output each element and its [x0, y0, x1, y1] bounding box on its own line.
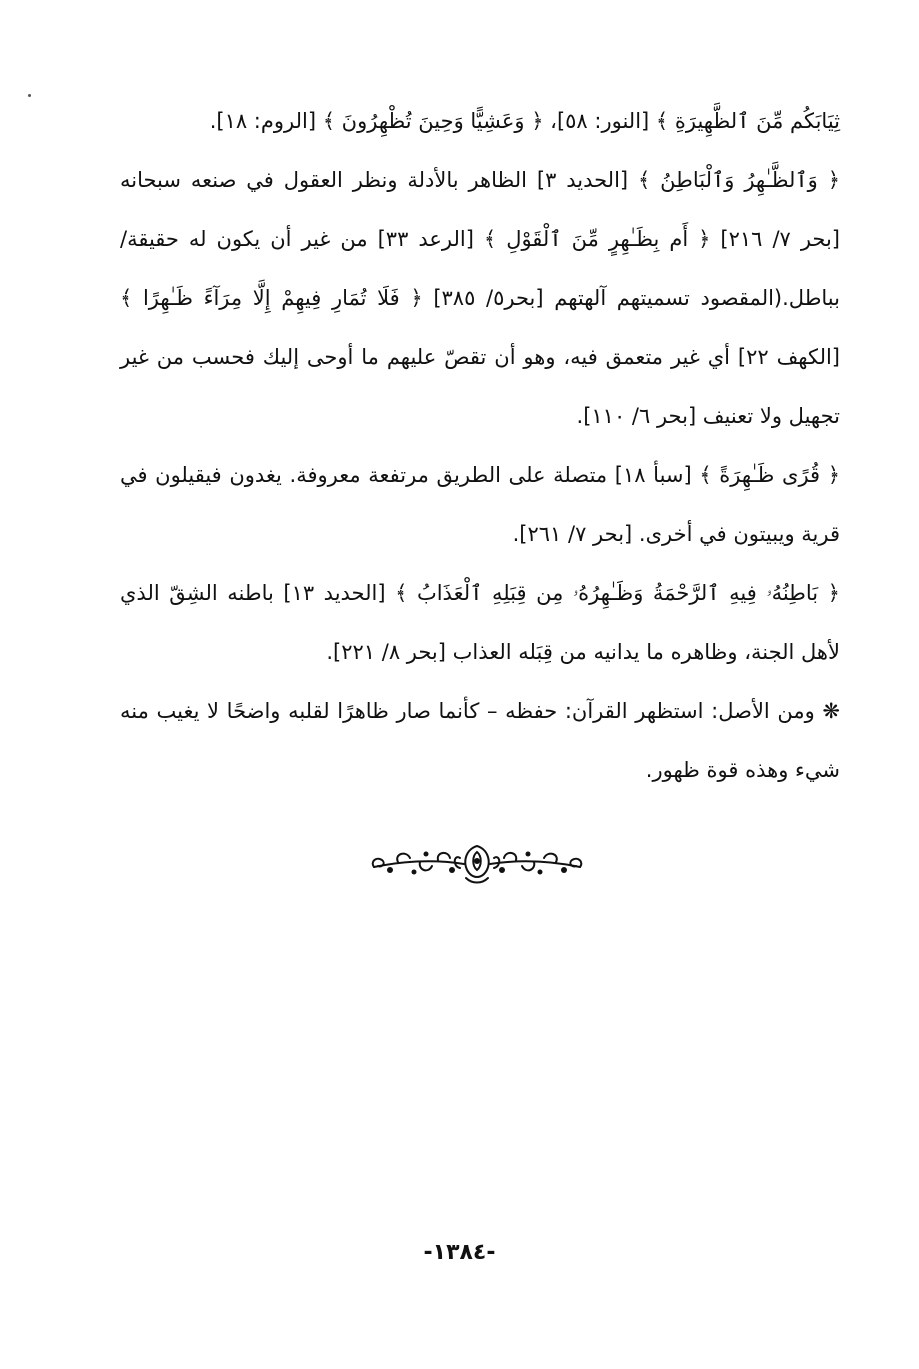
- paragraph-continuation: ثِيَابَكُم مِّنَ ٱلظَّهِيرَةِ ﴾ [النور: ٥٨]، ﴿ وَعَشِيًّا وَحِينَ تُظْهِرُونَ ﴾ [الروم: ١٨].: [209, 109, 840, 133]
- paragraph-quran-zahira: ﴿ قُرًى ظَـٰهِرَةً ﴾ [سبأ ١٨] متصلة على الطريق مرتفعة معروفة. يغدون فيقيلون في قرية ويبيتون في أخرى. [بحر ٧/ ٢٦١].: [120, 463, 840, 546]
- paragraph-batinuhu: ﴿ بَاطِنُهُۥ فِيهِ ٱلرَّحْمَةُ وَظَـٰهِرُهُۥ مِن قِبَلِهِ ٱلْعَذَابُ ﴾ [الحديد ١٣] باطنه الشِقّ الذي لأهل الجنة، وظاهره ما يدانيه من قِبَله العذاب [بحر ٨/ ٢٢١].: [120, 581, 840, 664]
- margin-speck: [28, 94, 31, 97]
- page-number: -١٣٨٤-: [423, 1240, 496, 1265]
- floral-divider-icon: [368, 840, 586, 886]
- paragraph-min-al-asl: ❋ ومن الأصل: استظهر القرآن: حفظه – كأنما صار ظاهرًا لقلبه واضحًا لا يغيب منه شيء وهذه قوة ظهور.: [120, 699, 840, 782]
- body-text: [120, 92, 840, 800]
- paragraph-al-zahir-wal-batin: ﴿ وَٱلظَّـٰهِرُ وَٱلْبَاطِنُ ﴾ [الحديد ٣] الظاهر بالأدلة ونظر العقول في صنعه سبحانه [بحر ٧/ ٢١٦] ﴿ أَم بِظَـٰهِرٍ مِّنَ ٱلْقَوْلِ ﴾ [الرعد ٣٣] من غير أن يكون له حقيقة/ بباطل.(المقصود تسميتهم آلهتهم [بحر٥/ ٣٨٥] ﴿ فَلَا تُمَارِ فِيهِمْ إِلَّا مِرَآءً ظَـٰهِرًا ﴾ [الكهف ٢٢] أي غير متعمق فيه، وهو أن تقصّ عليهم ما أوحى إليك فحسب من غير تجهيل ولا تعنيف [بحر ٦/ ١١٠].: [120, 168, 841, 428]
